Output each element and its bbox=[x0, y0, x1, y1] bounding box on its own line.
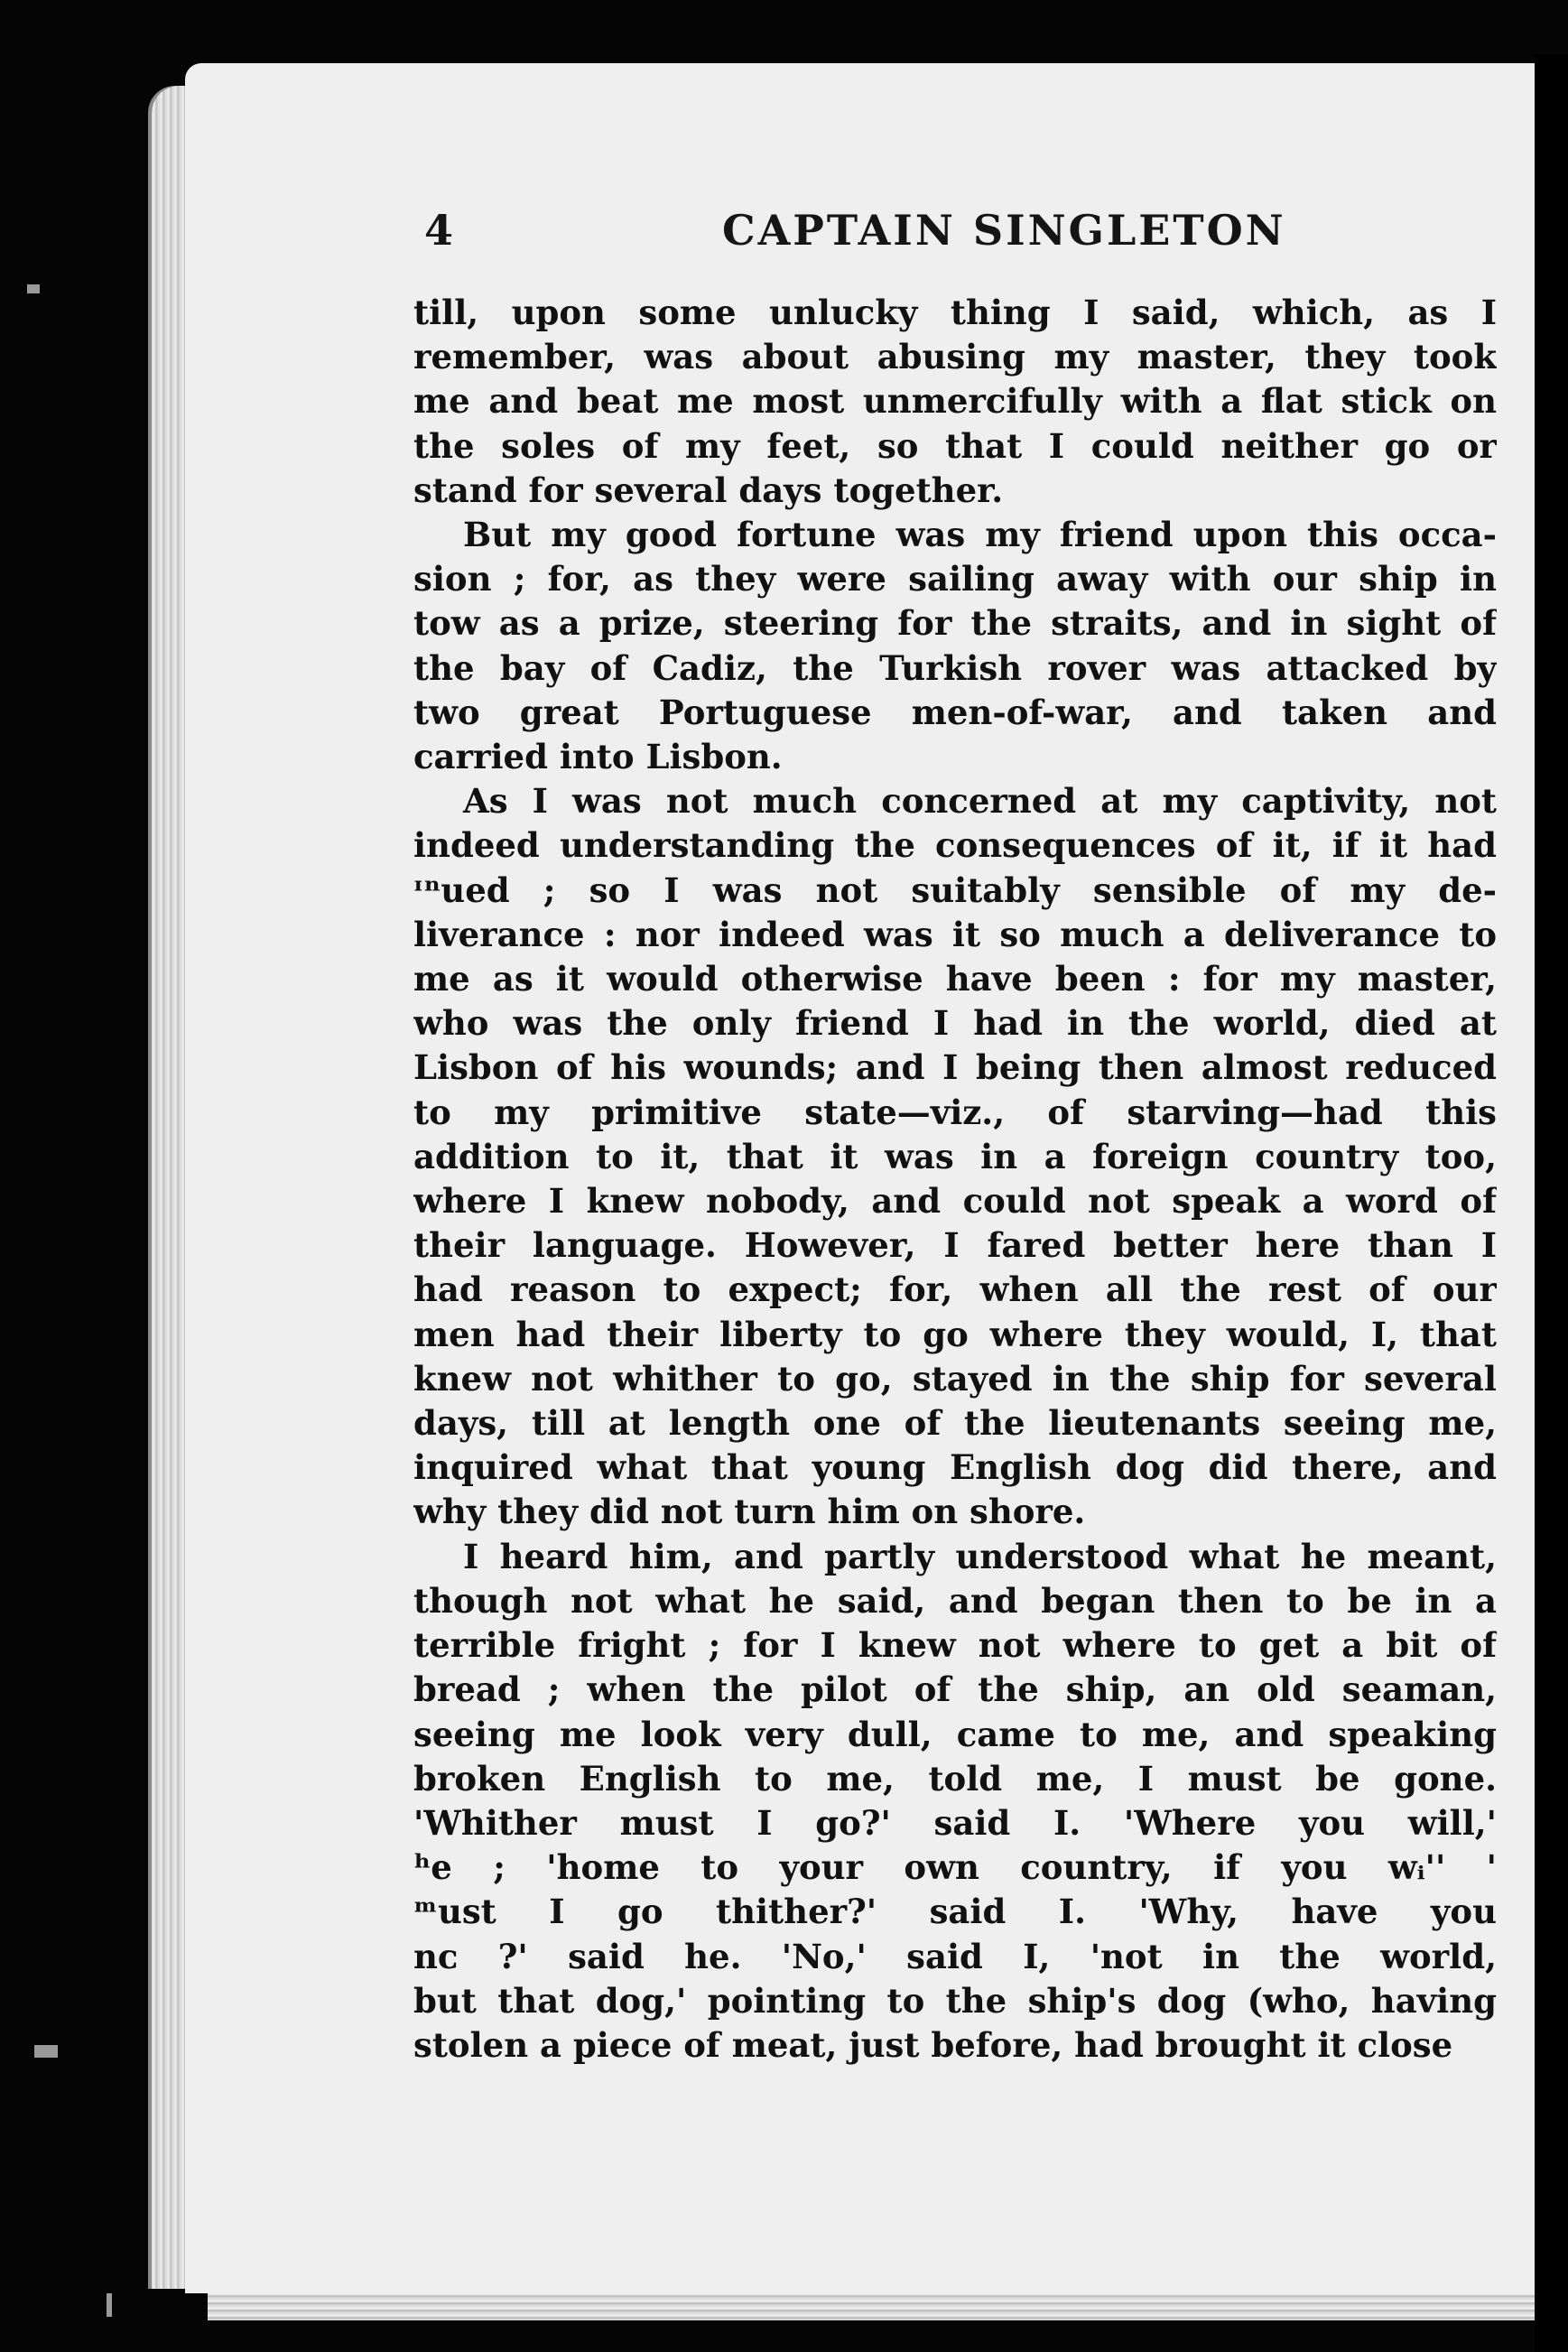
text-line: me as it would otherwise have been : for my master, bbox=[413, 959, 1497, 999]
scan-speck bbox=[27, 284, 40, 293]
text-line: carried into Lisbon. bbox=[413, 737, 783, 777]
text-line: stand for several days together. bbox=[413, 469, 1004, 510]
paragraph bbox=[413, 779, 1497, 1534]
text-line: had reason to expect; for, when all the rest of our bbox=[413, 1269, 1497, 1310]
text-line: 'Whither must I go?' said I. 'Where you will,' bbox=[413, 1802, 1497, 1843]
text-line: days, till at length one of the lieutenants seeing me, bbox=[413, 1403, 1497, 1444]
text-line: liverance : nor indeed was it so much a deliverance to bbox=[413, 914, 1497, 954]
text-line: to my primitive state—viz., of starving—had this bbox=[413, 1092, 1497, 1132]
page-header bbox=[424, 206, 1508, 269]
text-line: till, upon some unlucky thing I said, which, as I bbox=[413, 293, 1497, 332]
text-line: ᵐust I go thither?' said I. 'Why, have you bbox=[413, 1892, 1497, 1932]
text-line: stolen a piece of meat, just before, had brought it close bbox=[413, 2024, 1453, 2065]
paragraph bbox=[413, 291, 1497, 513]
text-line: but that dog,' pointing to the ship's dog (who, having bbox=[413, 1980, 1497, 2021]
text-line: men had their liberty to go where they would, I, that bbox=[413, 1314, 1497, 1354]
text-line: indeed understanding the consequences of it, if it had bbox=[413, 825, 1497, 866]
scan-shadow bbox=[1535, 54, 1568, 2352]
text-line: addition to it, that it was in a foreign country too, bbox=[413, 1136, 1497, 1176]
text-line: the soles of my feet, so that I could neither go or bbox=[413, 425, 1497, 466]
text-line: ᶦⁿued ; so I was not suitably sensible of my de- bbox=[413, 869, 1497, 910]
text-line: bread ; when the pilot of the ship, an old seaman, bbox=[413, 1669, 1497, 1710]
text-line: terrible fright ; for I knew not where to get a bit of bbox=[413, 1625, 1497, 1666]
text-line: the bay of Cadiz, the Turkish rover was attacked by bbox=[413, 647, 1497, 688]
text-line: where I knew nobody, and could not speak a word of bbox=[413, 1181, 1497, 1222]
text-line: broken English to me, told me, I must be gone. bbox=[413, 1758, 1497, 1799]
text-line: I heard him, and partly understood what he meant, bbox=[463, 1536, 1497, 1576]
text-line: remember, was about abusing my master, they took bbox=[413, 337, 1497, 377]
text-line: ʰe ; 'home to your own country, if you wᵢ'' ' bbox=[413, 1847, 1497, 1888]
text-line: tow as a prize, steering for the straits, and in sight of bbox=[413, 603, 1497, 644]
paragraph bbox=[413, 1535, 1497, 2068]
page-number: 4 bbox=[424, 206, 454, 255]
text-line: knew not whither to go, stayed in the ship for several bbox=[413, 1358, 1497, 1399]
text-line: their language. However, I fared better here than I bbox=[413, 1225, 1497, 1266]
running-title: CAPTAIN SINGLETON bbox=[722, 206, 1286, 255]
text-line: though not what he said, and began then to be in a bbox=[413, 1580, 1497, 1621]
text-line: why they did not turn him on shore. bbox=[413, 1492, 1086, 1532]
text-line: As I was not much concerned at my captivity, not bbox=[463, 781, 1497, 822]
text-line: who was the only friend I had in the world, died at bbox=[413, 1003, 1497, 1044]
text-line: inquired what that young English dog did there, and bbox=[413, 1447, 1497, 1488]
paragraph bbox=[413, 513, 1497, 779]
text-line: Lisbon of his wounds; and I being then almost reduced bbox=[413, 1047, 1497, 1088]
text-line: seeing me look very dull, came to me, and speaking bbox=[413, 1714, 1497, 1754]
text-line: me and beat me most unmercifully with a flat stick on bbox=[413, 381, 1497, 422]
text-line: nᴄ ?' said he. 'No,' said I, 'not in the world, bbox=[413, 1936, 1497, 1976]
scan-speck bbox=[34, 2045, 58, 2058]
body-text bbox=[413, 291, 1497, 2068]
scan-speck bbox=[107, 2293, 112, 2317]
text-line: sion ; for, as they were sailing away with our ship in bbox=[413, 559, 1497, 600]
text-line: But my good fortune was my friend upon this occa- bbox=[463, 515, 1497, 555]
text-line: two great Portuguese men-of-war, and taken and bbox=[413, 692, 1497, 732]
